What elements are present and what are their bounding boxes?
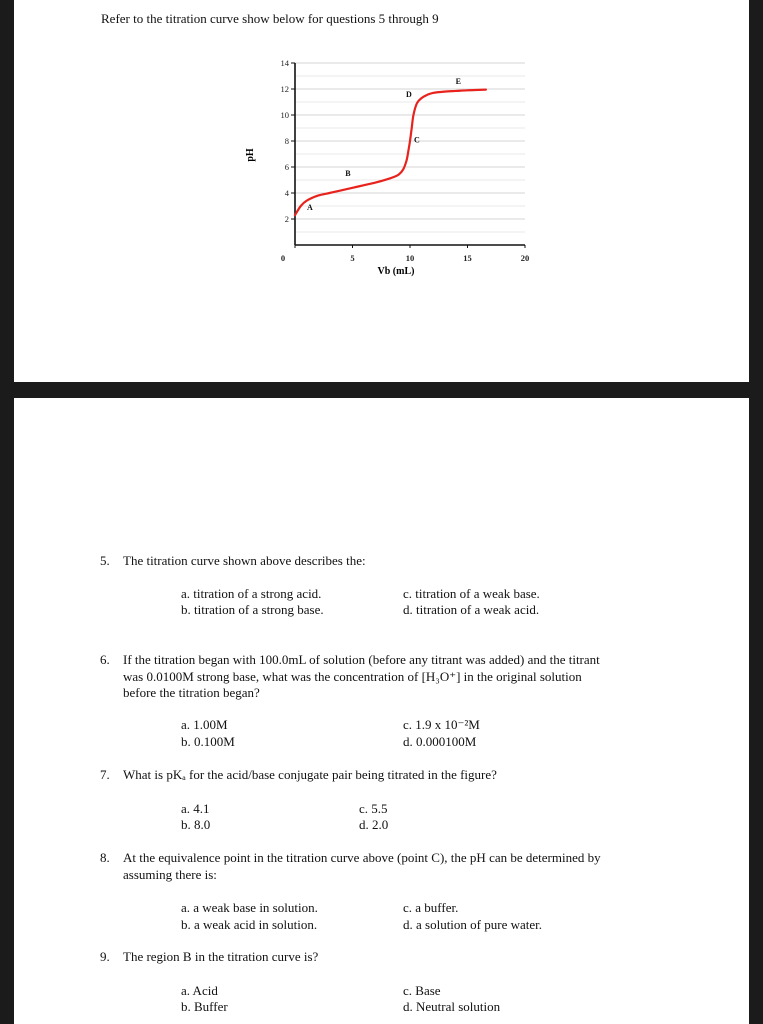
- y-axis-label: pH: [245, 148, 256, 162]
- option-c: c. 1.9 x 10⁻²M: [403, 717, 480, 732]
- option-b: b. a weak acid in solution.: [181, 917, 318, 932]
- option-d: d. 2.0: [359, 817, 389, 832]
- page-top: [14, 0, 749, 382]
- point-label-a: A: [307, 202, 313, 212]
- y-tick-label: 8: [284, 136, 289, 146]
- point-label-c: C: [414, 135, 420, 145]
- question-number: 9.: [100, 949, 110, 964]
- option-c: c. Base: [403, 983, 441, 998]
- y-tick-label: 12: [280, 84, 289, 94]
- y-tick-label: 10: [280, 110, 289, 120]
- x-tick-label: 10: [405, 253, 415, 263]
- x-axis-label: Vb (mL): [377, 266, 415, 277]
- x-tick-label: 15: [463, 253, 472, 263]
- option-b: b. 8.0: [181, 817, 211, 832]
- y-tick-label: 4: [284, 188, 289, 198]
- question-line: If the titration began with 100.0mL of solution (before any titrant was added) and the titrant: [123, 652, 600, 667]
- y-tick-label: 6: [284, 162, 289, 172]
- option-a: a. 1.00M: [181, 717, 228, 732]
- option-b: b. titration of a strong base.: [181, 602, 324, 617]
- option-b: b. 0.100M: [181, 734, 235, 749]
- y-tick-label: 2: [284, 214, 289, 224]
- question-number: 5.: [100, 553, 110, 568]
- x-tick-label: 20: [520, 253, 530, 263]
- question-line: assuming there is:: [123, 866, 217, 882]
- point-label-e: E: [455, 76, 461, 86]
- option-d: d. a solution of pure water.: [403, 917, 542, 932]
- point-label-d: D: [405, 89, 412, 99]
- titration-chart: [14, 0, 749, 382]
- option-a: a. a weak base in solution.: [181, 900, 318, 915]
- question-text: [123, 652, 683, 702]
- page-questions: [14, 398, 749, 1024]
- option-c: c. titration of a weak base.: [403, 586, 540, 601]
- question-line: was 0.0100M strong base, what was the concentration of [H₃O⁺] in the original solution: [123, 668, 582, 684]
- option-a: a. 4.1: [181, 801, 210, 816]
- option-d: d. 0.000100M: [403, 734, 477, 749]
- x-tick-label: 5: [350, 253, 355, 263]
- option-a: a. titration of a strong acid.: [181, 586, 322, 601]
- question-text: The titration curve shown above describes the:: [123, 553, 366, 568]
- question-line: before the titration began?: [123, 685, 260, 700]
- question-line: At the equivalence point in the titration curve above (point C), the pH can be determined by: [123, 850, 601, 865]
- x-tick-label: 0: [280, 253, 286, 263]
- y-tick-label: 14: [280, 58, 289, 68]
- option-b: b. Buffer: [181, 999, 228, 1014]
- titration-curve-line: [295, 90, 486, 215]
- option-c: c. 5.5: [359, 801, 388, 816]
- question-text: The region B in the titration curve is?: [123, 949, 319, 964]
- option-a: a. Acid: [181, 983, 218, 998]
- instruction-text: Refer to the titration curve show below for questions 5 through 9: [101, 11, 439, 26]
- chart-annotations: [307, 77, 461, 212]
- option-d: d. Neutral solution: [403, 999, 501, 1014]
- option-d: d. titration of a weak acid.: [403, 602, 540, 617]
- question-number: 6.: [100, 652, 110, 667]
- question-number: 8.: [100, 850, 110, 865]
- question-number: 7.: [100, 767, 110, 782]
- point-label-b: B: [345, 169, 351, 179]
- option-c: c. a buffer.: [403, 900, 459, 915]
- question-text: What is pKₐ for the acid/base conjugate pair being titrated in the figure?: [123, 767, 497, 782]
- question-text: [123, 850, 683, 883]
